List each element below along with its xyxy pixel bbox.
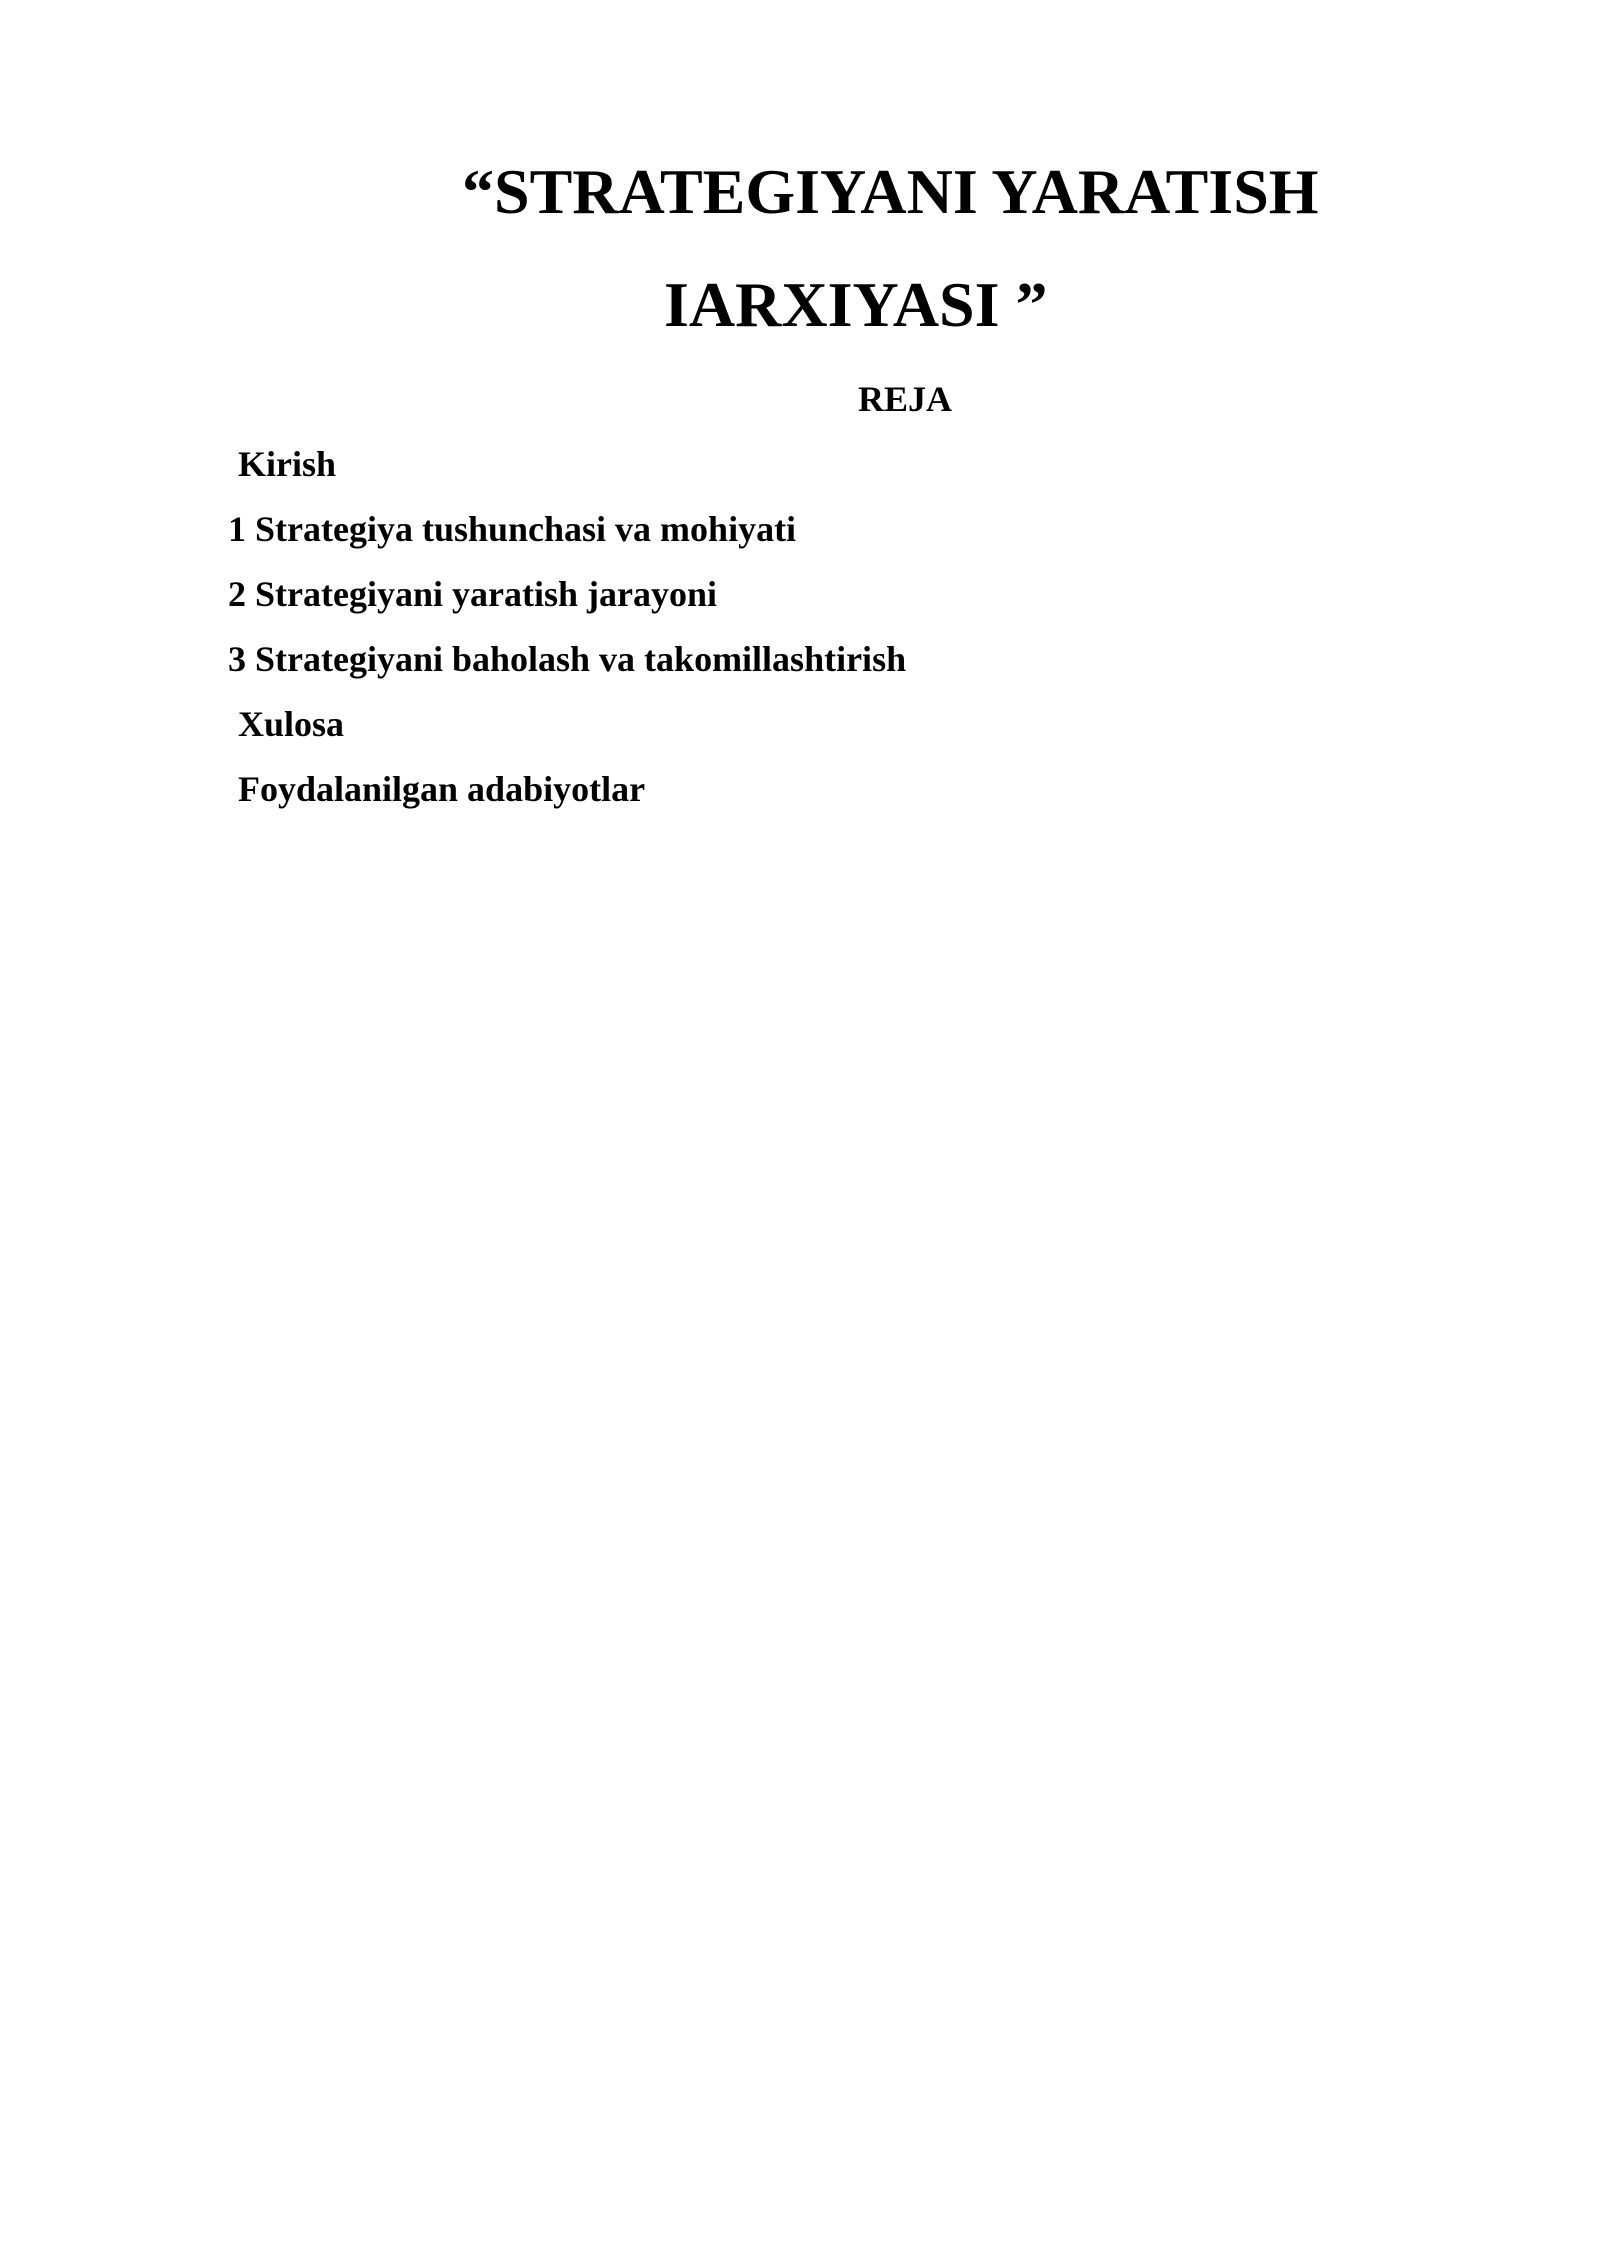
toc-item-section-1: 1 Strategiya tushunchasi va mohiyati	[228, 509, 797, 549]
document-title-line-2: IARXIYASI ”	[664, 269, 1048, 340]
plan-heading: REJA	[858, 379, 953, 419]
document-title-line-1: “STRATEGIYANI YARATISH	[462, 156, 1319, 227]
toc-item-section-2: 2 Strategiyani yaratish jarayoni	[228, 574, 717, 614]
toc-item-introduction: Kirish	[238, 444, 337, 484]
toc-item-conclusion: Xulosa	[238, 704, 345, 744]
toc-item-references: Foydalanilgan adabiyotlar	[238, 769, 646, 809]
toc-item-section-3: 3 Strategiyani baholash va takomillashtirish	[228, 639, 907, 679]
